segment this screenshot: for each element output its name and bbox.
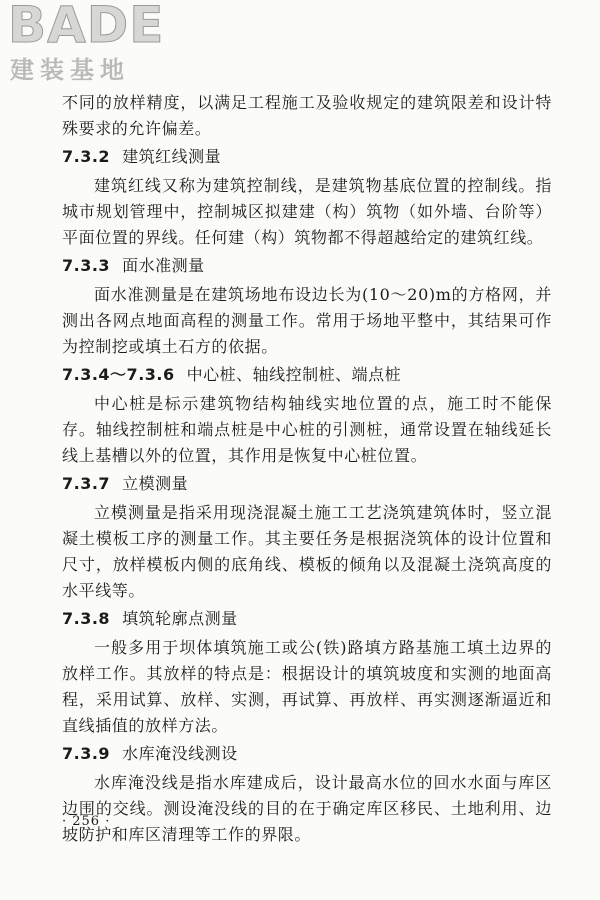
section-title: 水库淹没线测设 (122, 744, 238, 763)
section-body: 水库淹没线是指水库建成后，设计最高水位的回水水面与库区边围的交线。测设淹没线的目的在于确定库区移民、土地利用、边坡防护和库区清理等工作的界限。 (62, 773, 552, 844)
section-heading (62, 253, 552, 279)
section-body: 立模测量是指采用现浇混凝土施工工艺浇筑建筑体时，竖立混凝土模板工序的测量工作。其主要任务是根据浇筑体的设计位置和尺寸，放样模板内侧的底角线、模板的倾角以及混凝土浇筑高度的水平线等。 (62, 503, 552, 600)
logo-wordmark: BADE (8, 0, 165, 54)
page-body (62, 90, 552, 848)
section-heading (62, 144, 552, 170)
section-title: 填筑轮廓点测量 (122, 609, 238, 628)
section-body: 中心桩是标示建筑物结构轴线实地位置的点，施工时不能保存。轴线控制桩和端点桩是中心桩的引测桩，通常设置在轴线延长线上基槽以外的位置，其作用是恢复中心桩位置。 (62, 394, 552, 465)
section-number: 7.3.4～7.3.6 (62, 365, 175, 384)
logo-subtitle: 建装基地 (10, 56, 130, 84)
section-heading (62, 741, 552, 767)
intro-paragraph: 不同的放样精度，以满足工程施工及验收规定的建筑限差和设计特殊要求的允许偏差。 (62, 93, 552, 138)
section-title: 面水准测量 (122, 256, 205, 275)
section-body: 面水准测量是在建筑场地布设边长为(10～20)m的方格网，并测出各网点地面高程的测量工作。常用于场地平整中，其结果可作为控制挖或填土石方的依据。 (62, 285, 552, 356)
section-heading (62, 606, 552, 632)
section-number: 7.3.2 (62, 147, 111, 166)
section-number: 7.3.9 (62, 744, 111, 763)
section-body: 一般多用于坝体填筑施工或公(铁)路填方路基施工填土边界的放样工作。其放样的特点是：根据设计的填筑坡度和实测的地面高程，采用试算、放样、实测，再试算、再放样、再实测逐渐逼近和直线插值的放样方法。 (62, 638, 552, 735)
section-title: 建筑红线测量 (122, 147, 222, 166)
section-heading (62, 471, 552, 497)
section-body: 建筑红线又称为建筑控制线，是建筑物基底位置的控制线。指城市规划管理中，控制城区拟建建（构）筑物（如外墙、台阶等）平面位置的界线。任何建（构）筑物都不得超越给定的建筑红线。 (62, 176, 552, 247)
section-number: 7.3.3 (62, 256, 111, 275)
page-number: · 256 · (62, 814, 111, 829)
section-number: 7.3.7 (62, 474, 111, 493)
section-title: 中心桩、轴线控制桩、端点桩 (186, 365, 402, 384)
section-heading (62, 362, 552, 388)
section-title: 立模测量 (122, 474, 189, 493)
logo (6, 0, 176, 92)
section-number: 7.3.8 (62, 609, 111, 628)
